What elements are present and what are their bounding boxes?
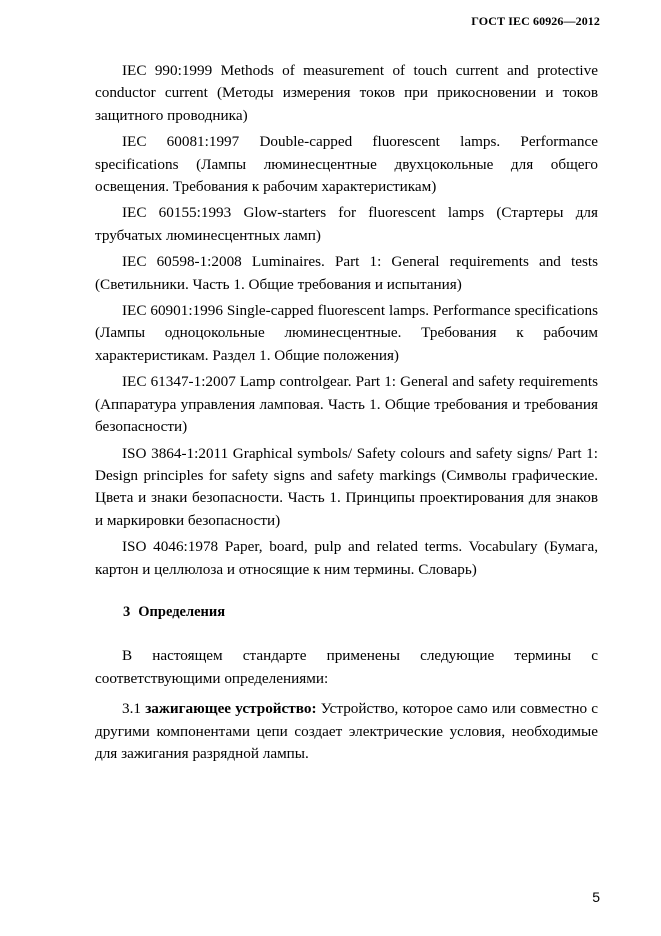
definition-text: Устройство, которое само или совместно с другими компонентами цепи создает электрические условия, необходимые для зажигания разрядной лампы. — [95, 700, 598, 762]
section-heading — [123, 601, 598, 623]
section-title: Определения — [138, 603, 226, 620]
page-number: 5 — [592, 889, 600, 905]
section-number: 3 — [123, 603, 131, 620]
definition-term: зажигающее устройство: — [145, 700, 317, 718]
reference-item: ISO 4046:1978 Paper, board, pulp and related terms. Vocabulary (Бумага, картон и целлюлоза и относящие к ним термины. Словарь) — [95, 538, 598, 578]
reference-item: IEC 60081:1997 Double-capped fluorescent lamps. Performance specifications (Лампы люминесцентные двухцокольные для общего освещения. Требования к рабочим характеристикам) — [95, 133, 598, 196]
definition-number: 3.1 — [122, 700, 141, 718]
reference-item: IEC 60598-1:2008 Luminaires. Part 1: General requirements and tests (Светильники. Часть 1. Общие требования и испытания) — [95, 253, 598, 293]
reference-item: IEC 990:1999 Methods of measurement of touch current and protective conductor current (Методы измерения токов при прикосновении и токов защитного проводника) — [95, 62, 598, 124]
reference-item: IEC 60901:1996 Single-capped fluorescent lamps. Performance specifications (Лампы одноцокольные люминесцентные. Требования к рабочим характеристикам. Раздел 1. Общие положения) — [95, 302, 598, 364]
definition-paragraph — [95, 698, 598, 765]
document-header: ГОСТ IEC 60926—2012 — [471, 14, 600, 28]
intro-paragraph: В настоящем стандарте применены следующие термины с соответствующими определениями: — [95, 647, 598, 687]
reference-item: ISO 3864-1:2011 Graphical symbols/ Safety colours and safety signs/ Part 1: Design principles for safety signs and safety markings (Символы графические. Цвета и знаки безопасности. Часть 1. Принципы проектирования для знаков и маркировки безопасности) — [95, 444, 598, 529]
reference-item: IEC 61347-1:2007 Lamp controlgear. Part 1: General and safety requirements (Аппаратура управления ламповая. Часть 1. Общие требования и требования безопасности) — [95, 373, 598, 436]
reference-item: IEC 60155:1993 Glow-starters for fluorescent lamps (Стартеры для трубчатых люминесцентных ламп) — [95, 204, 598, 244]
page-content — [95, 60, 598, 773]
